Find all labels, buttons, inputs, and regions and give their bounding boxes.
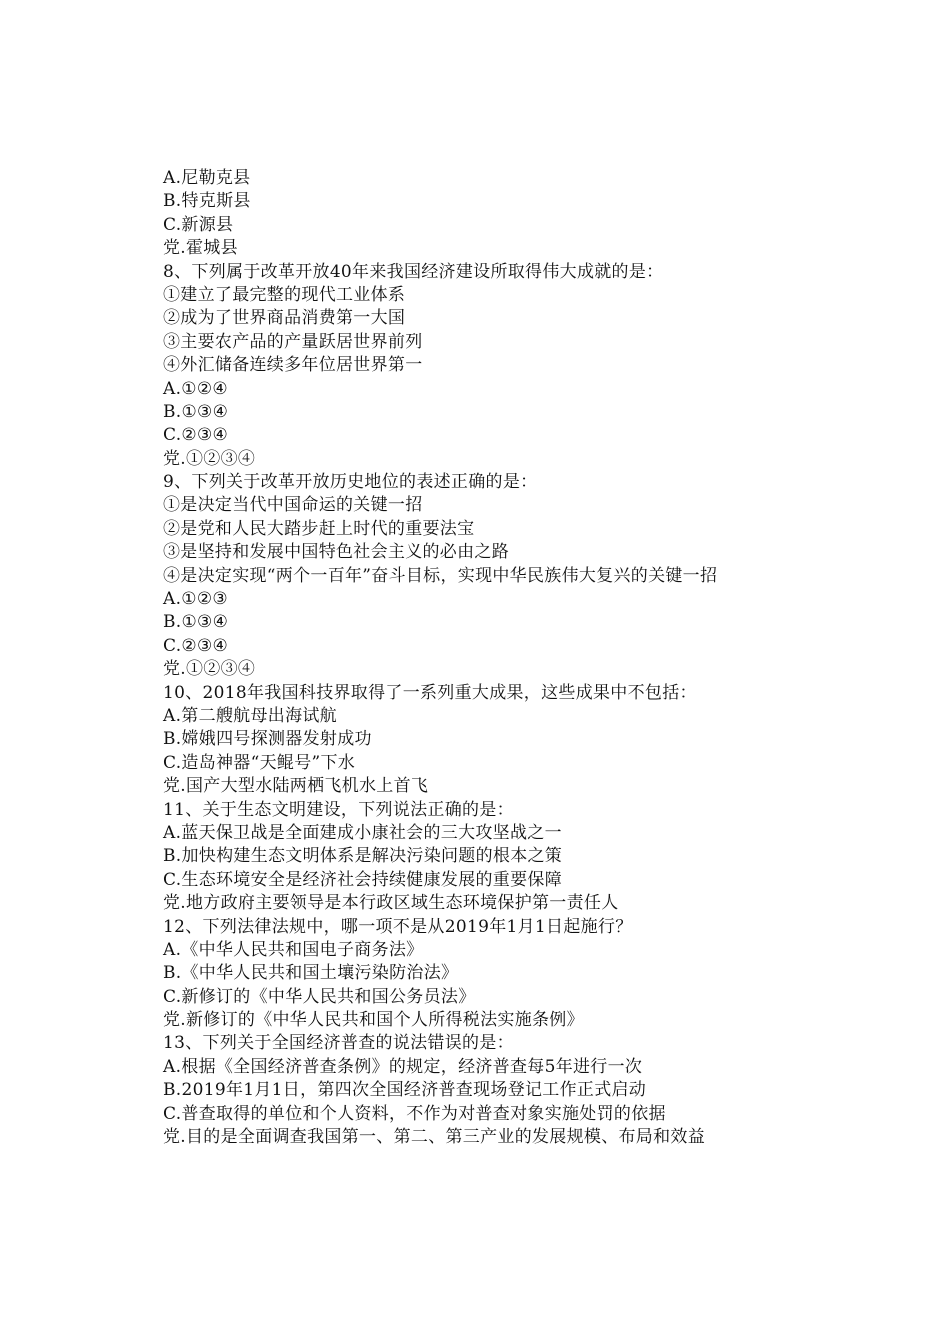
text-line: 党.地方政府主要领导是本行政区域生态环境保护第一责任人	[163, 893, 619, 914]
text-line: B.特克斯县	[163, 191, 251, 212]
text-line: A.蓝天保卫战是全面建成小康社会的三大攻坚战之一	[163, 822, 562, 843]
text-line: 12、下列法律法规中，哪一项不是从2019年1月1日起施行？	[163, 916, 633, 937]
text-line: ②是党和人民大踏步赶上时代的重要法宝	[163, 518, 475, 539]
text-line: C.生态环境安全是经济社会持续健康发展的重要保障	[163, 869, 563, 890]
text-line: A.第二艘航母出海试航	[163, 705, 337, 726]
text-line: 11、关于生态文明建设，下列说法正确的是：	[163, 799, 514, 820]
text-line: C.②③④	[163, 425, 229, 446]
text-line: ③是坚持和发展中国特色社会主义的必由之路	[163, 542, 509, 563]
text-line: C.②③④	[163, 635, 229, 656]
text-line: ③主要农产品的产量跃居世界前列	[163, 331, 423, 352]
text-line: B.《中华人民共和国土壤污染防治法》	[163, 963, 459, 984]
text-line: 党.①②③④	[163, 448, 256, 469]
text-line: 党.新修订的《中华人民共和国个人所得税法实施条例》	[163, 1010, 584, 1031]
text-line: A.①②④	[163, 378, 228, 399]
text-line: 党.国产大型水陆两栖飞机水上首飞	[163, 776, 429, 797]
text-line: B.①③④	[163, 612, 229, 633]
text-line: A.①②③	[163, 589, 228, 610]
text-line: 10、2018年我国科技界取得了一系列重大成果，这些成果中不包括：	[163, 682, 697, 703]
text-line: B.加快构建生态文明体系是解决污染问题的根本之策	[163, 846, 563, 867]
text-line: A.《中华人民共和国电子商务法》	[163, 939, 424, 960]
text-line: 党.霍城县	[163, 238, 238, 259]
text-line: C.普查取得的单位和个人资料，不作为对普查对象实施处罚的依据	[163, 1103, 666, 1124]
text-line: A.根据《全国经济普查条例》的规定，经济普查每5年进行一次	[163, 1056, 643, 1077]
text-line: B.2019年1月1日，第四次全国经济普查现场登记工作正式启动	[163, 1080, 647, 1101]
text-line: B.嫦娥四号探测器发射成功	[163, 729, 372, 750]
text-line: 党.①②③④	[163, 659, 256, 680]
text-line: ①建立了最完整的现代工业体系	[163, 284, 406, 305]
text-line: 8、下列属于改革开放40年来我国经济建设所取得伟大成就的是：	[163, 261, 664, 282]
text-line: ④是决定实现“两个一百年”奋斗目标，实现中华民族伟大复兴的关键一招	[163, 565, 718, 586]
text-line: A.尼勒克县	[163, 168, 251, 188]
text-line: 9、下列关于改革开放历史地位的表述正确的是：	[163, 472, 538, 493]
text-line: C.新源县	[163, 214, 234, 235]
text-line: ②成为了世界商品消费第一大国	[163, 308, 406, 329]
text-line: B.①③④	[163, 401, 229, 422]
text-line: C.新修订的《中华人民共和国公务员法》	[163, 986, 476, 1007]
text-line: ④外汇储备连续多年位居世界第一	[163, 355, 423, 376]
document-body	[163, 167, 863, 1149]
text-line: ①是决定当代中国命运的关键一招	[163, 495, 423, 516]
text-line: 党.目的是全面调查我国第一、第二、第三产业的发展规模、布局和效益	[163, 1127, 706, 1148]
text-line: C.造岛神器“天鲲号”下水	[163, 752, 356, 773]
text-line: 13、下列关于全国经济普查的说法错误的是：	[163, 1033, 514, 1054]
